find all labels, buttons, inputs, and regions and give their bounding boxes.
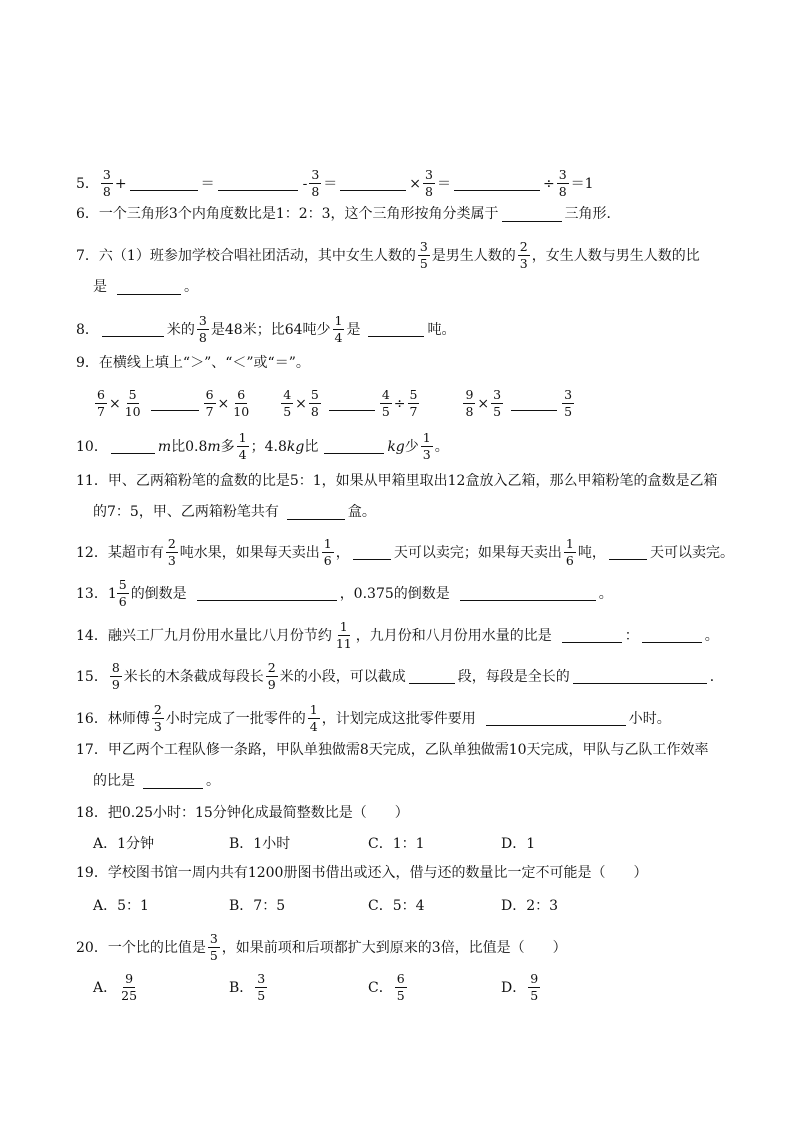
fraction: $\frac{3}{5}$ <box>493 387 502 419</box>
question-10 <box>76 431 734 462</box>
comparison-row <box>93 388 734 419</box>
option-label: C． <box>368 979 393 996</box>
question-text: ，女生人数与男生人数的比 <box>531 247 700 264</box>
fraction: $\frac{1}{6}$ <box>565 536 574 568</box>
answer-blank[interactable] <box>486 711 626 726</box>
answer-blank[interactable] <box>502 207 562 222</box>
value-one: 1 <box>584 175 594 192</box>
question-13 <box>76 578 734 609</box>
fraction: $\frac{1}{4}$ <box>309 702 318 734</box>
option-label: B． <box>229 979 254 996</box>
fraction: $\frac{3}{5}$ <box>419 239 428 271</box>
fraction: $\frac{3}{8}$ <box>102 167 111 199</box>
question-text: 吨， <box>577 544 606 561</box>
question-text: 11．甲、乙两箱粉笔的盒数的比是5：1，如果从甲箱里取出12盒放入乙箱，那么甲箱粉笔的盒数是乙箱 <box>76 473 718 489</box>
fraction: $\frac{4}{5}$ <box>381 387 390 419</box>
answer-blank[interactable] <box>368 322 424 337</box>
question-14 <box>76 620 734 651</box>
answer-blank[interactable] <box>562 628 622 643</box>
answer-blank[interactable] <box>102 322 164 337</box>
option-label: B．7：5 <box>229 898 286 914</box>
answer-blank[interactable] <box>151 396 199 411</box>
question-12 <box>76 537 734 568</box>
question-number: 8． <box>76 321 99 338</box>
option-b[interactable] <box>229 897 285 915</box>
fraction: $\frac{3}{8}$ <box>198 313 207 345</box>
question-text: 是男生人数的 <box>431 247 516 264</box>
fraction: $\frac{5}{10}$ <box>124 387 141 419</box>
question-text: 。 <box>704 627 719 644</box>
option-label: A． <box>93 979 118 996</box>
option-b[interactable] <box>229 972 269 1003</box>
answer-blank[interactable] <box>340 176 406 191</box>
fraction: $\frac{2}{9}$ <box>267 660 276 692</box>
question-number: 5． <box>76 175 99 192</box>
question-text: ． <box>709 668 724 685</box>
option-c[interactable] <box>368 972 409 1003</box>
question-text: ， <box>335 544 350 561</box>
equals-sign: ＝ <box>200 175 215 192</box>
answer-blank[interactable] <box>353 545 391 560</box>
question-text: 比0.8 <box>171 438 208 455</box>
question-text: 的比是 <box>93 773 135 789</box>
question-text: 是 <box>346 321 361 338</box>
fraction: $\frac{2}{3}$ <box>519 239 528 271</box>
fraction: $\frac{1}{11}$ <box>335 619 352 651</box>
option-a[interactable] <box>93 835 154 853</box>
times-sign: × <box>217 395 230 412</box>
answer-blank[interactable] <box>409 669 455 684</box>
answer-blank[interactable] <box>329 396 375 411</box>
option-c[interactable] <box>368 897 425 915</box>
question-text: 米的小段，可以截成 <box>279 668 406 685</box>
fraction: $\frac{1}{4}$ <box>238 430 247 462</box>
question-text: 段，每段是全长的 <box>457 668 570 685</box>
question-11-line-2 <box>93 503 734 521</box>
question-text: 米的 <box>166 321 195 338</box>
answer-blank[interactable] <box>324 439 384 454</box>
divide-sign: ÷ <box>393 395 406 412</box>
fraction: $\frac{1}{4}$ <box>334 313 343 345</box>
fraction: $\frac{9}{25}$ <box>121 971 138 1003</box>
question-text: 多 <box>220 438 235 455</box>
fraction: $\frac{3}{8}$ <box>425 167 433 199</box>
times-sign: × <box>108 395 121 412</box>
fraction: $\frac{6}{7}$ <box>97 387 105 419</box>
answer-blank[interactable] <box>143 774 203 789</box>
answer-blank[interactable] <box>642 628 702 643</box>
question-text: 。 <box>434 438 449 455</box>
fraction: $\frac{3}{8}$ <box>558 167 567 199</box>
divide-sign: ÷ <box>542 175 555 192</box>
question-text: 的倒数是 <box>130 585 187 602</box>
option-b[interactable] <box>229 835 290 853</box>
fraction: $\frac{5}{6}$ <box>118 577 127 609</box>
option-label: D． <box>501 979 527 996</box>
question-text: 是48米；比64吨少 <box>210 321 331 338</box>
question-17 <box>76 741 734 759</box>
option-d[interactable] <box>501 972 542 1003</box>
question-text: 17．甲乙两个工程队修一条路，甲队单独做需8天完成，乙队单独做需10天完成，甲队与乙队工作效率 <box>76 742 709 758</box>
question-7-line-2 <box>93 278 734 296</box>
fraction: $\frac{5}{8}$ <box>310 387 319 419</box>
unit-kg: kg <box>387 438 405 455</box>
question-text: ，计划完成这批零件要用 <box>321 710 476 727</box>
option-label: C．1：1 <box>368 836 425 852</box>
question-text: 9．在横线上填上“＞”、“＜”或“＝”。 <box>76 355 310 371</box>
question-text: 20．一个比的比值是 <box>76 939 206 956</box>
question-text: 是 <box>93 279 107 295</box>
option-label: D．2：3 <box>501 898 559 914</box>
option-d[interactable] <box>501 835 535 853</box>
answer-blank[interactable] <box>460 586 596 601</box>
option-a[interactable] <box>93 972 141 1003</box>
answer-blank[interactable] <box>218 176 298 191</box>
question-text: ；4.8 <box>250 438 287 455</box>
answer-blank[interactable] <box>454 176 540 191</box>
question-text: 吨水果，如果每天卖出 <box>179 544 320 561</box>
question-18 <box>76 804 734 822</box>
fraction: $\frac{6}{10}$ <box>233 387 250 419</box>
question-text: 6．一个三角形3个内角度数比是1：2：3，这个三角形按角分类属于 <box>76 206 499 222</box>
fraction: $\frac{2}{3}$ <box>153 702 162 734</box>
fraction: $\frac{6}{7}$ <box>205 387 214 419</box>
question-text: 。 <box>206 773 220 789</box>
fraction: $\frac{5}{7}$ <box>409 387 418 419</box>
question-text: ，0.375的倒数是 <box>339 585 450 602</box>
question-15 <box>76 661 734 692</box>
question-text: 米长的木条截成每段长 <box>123 668 264 685</box>
question-text: 少 <box>404 438 419 455</box>
question-text: 比 <box>304 438 319 455</box>
question-text: 14．融兴工厂九月份用水量比八月份节约 <box>76 627 332 644</box>
fraction: $\frac{4}{5}$ <box>283 387 292 419</box>
option-label: B．1小时 <box>229 836 291 852</box>
question-text: ，如果前项和后项都扩大到原来的3倍，比值是（ ） <box>221 939 567 956</box>
unit-kg: kg <box>286 438 305 455</box>
option-label: A．1分钟 <box>93 836 155 852</box>
fraction: $\frac{3}{8}$ <box>311 167 320 199</box>
question-text: 。 <box>184 279 198 295</box>
option-label: A．5：1 <box>93 898 149 914</box>
fraction: $\frac{3}{5}$ <box>257 971 266 1003</box>
unit-m: m <box>207 438 221 455</box>
question-text: 12．某超市有 <box>76 544 164 561</box>
equals-sign: ＝ <box>323 175 338 192</box>
question-11 <box>76 472 734 490</box>
fraction: $\frac{3}{5}$ <box>209 931 218 963</box>
fraction: $\frac{8}{9}$ <box>111 660 120 692</box>
question-6 <box>76 205 734 223</box>
option-c[interactable] <box>368 835 425 853</box>
question-text: 小时完成了一批零件的 <box>165 710 306 727</box>
answer-blank[interactable] <box>609 545 647 560</box>
question-5 <box>76 168 734 199</box>
unit-m: m <box>157 438 172 455</box>
option-a[interactable] <box>93 897 149 915</box>
colon: ： <box>624 627 639 644</box>
question-number: 10． <box>76 438 108 455</box>
times-sign: × <box>295 395 307 412</box>
fraction: $\frac{1}{3}$ <box>422 430 431 462</box>
question-text: 18．把0.25小时：15分钟化成最简整数比是（ ） <box>76 805 409 821</box>
question-17-line-2 <box>93 772 734 790</box>
question-text: 天可以卖完；如果每天卖出 <box>393 544 562 561</box>
answer-blank[interactable] <box>511 396 557 411</box>
question-number: 15． <box>76 668 108 685</box>
fraction: $\frac{9}{5}$ <box>530 971 539 1003</box>
question-text: 的7：5，甲、乙两箱粉笔共有 <box>93 504 279 520</box>
minus-sign: - <box>302 175 308 192</box>
question-text: 19．学校图书馆一周内共有1200册图书借出或还入，借与还的数量比一定不可能是（ ） <box>76 865 648 881</box>
question-text: 。 <box>598 585 613 602</box>
answer-blank[interactable] <box>130 176 198 191</box>
question-text: ，九月份和八月份用水量的比是 <box>355 627 552 644</box>
option-d[interactable] <box>501 897 558 915</box>
equals-sign: ＝ <box>570 175 585 192</box>
plus-sign: + <box>114 175 127 192</box>
option-label: C．5：4 <box>368 898 425 914</box>
question-text: 天可以卖完。 <box>650 544 734 561</box>
question-text: 16．林师傅 <box>76 710 150 727</box>
fraction: $\frac{3}{5}$ <box>564 387 573 419</box>
question-9 <box>76 354 734 372</box>
question-text: 吨。 <box>427 321 456 338</box>
fraction: $\frac{1}{6}$ <box>323 536 332 568</box>
answer-blank[interactable] <box>573 669 707 684</box>
equals-sign: ＝ <box>436 175 451 192</box>
question-text: 小时。 <box>628 710 671 727</box>
question-16 <box>76 703 734 734</box>
fraction: $\frac{2}{3}$ <box>167 536 176 568</box>
times-sign: × <box>409 175 422 192</box>
question-20 <box>76 932 734 963</box>
question-8 <box>76 314 734 345</box>
question-text: 盒。 <box>347 504 376 520</box>
answer-blank[interactable] <box>197 586 337 601</box>
answer-blank[interactable] <box>287 505 345 520</box>
question-text: 三角形． <box>564 206 621 222</box>
question-19 <box>76 864 734 882</box>
option-label: D．1 <box>501 836 536 852</box>
question-text: 13．1 <box>76 585 117 602</box>
answer-blank[interactable] <box>117 280 181 295</box>
question-7 <box>76 240 734 271</box>
fraction: $\frac{6}{5}$ <box>396 971 405 1003</box>
question-text: 7．六（1）班参加学校合唱社团活动，其中女生人数的 <box>76 247 416 264</box>
answer-blank[interactable] <box>111 439 155 454</box>
fraction: $\frac{9}{8}$ <box>465 387 474 419</box>
times-sign: × <box>477 395 490 412</box>
